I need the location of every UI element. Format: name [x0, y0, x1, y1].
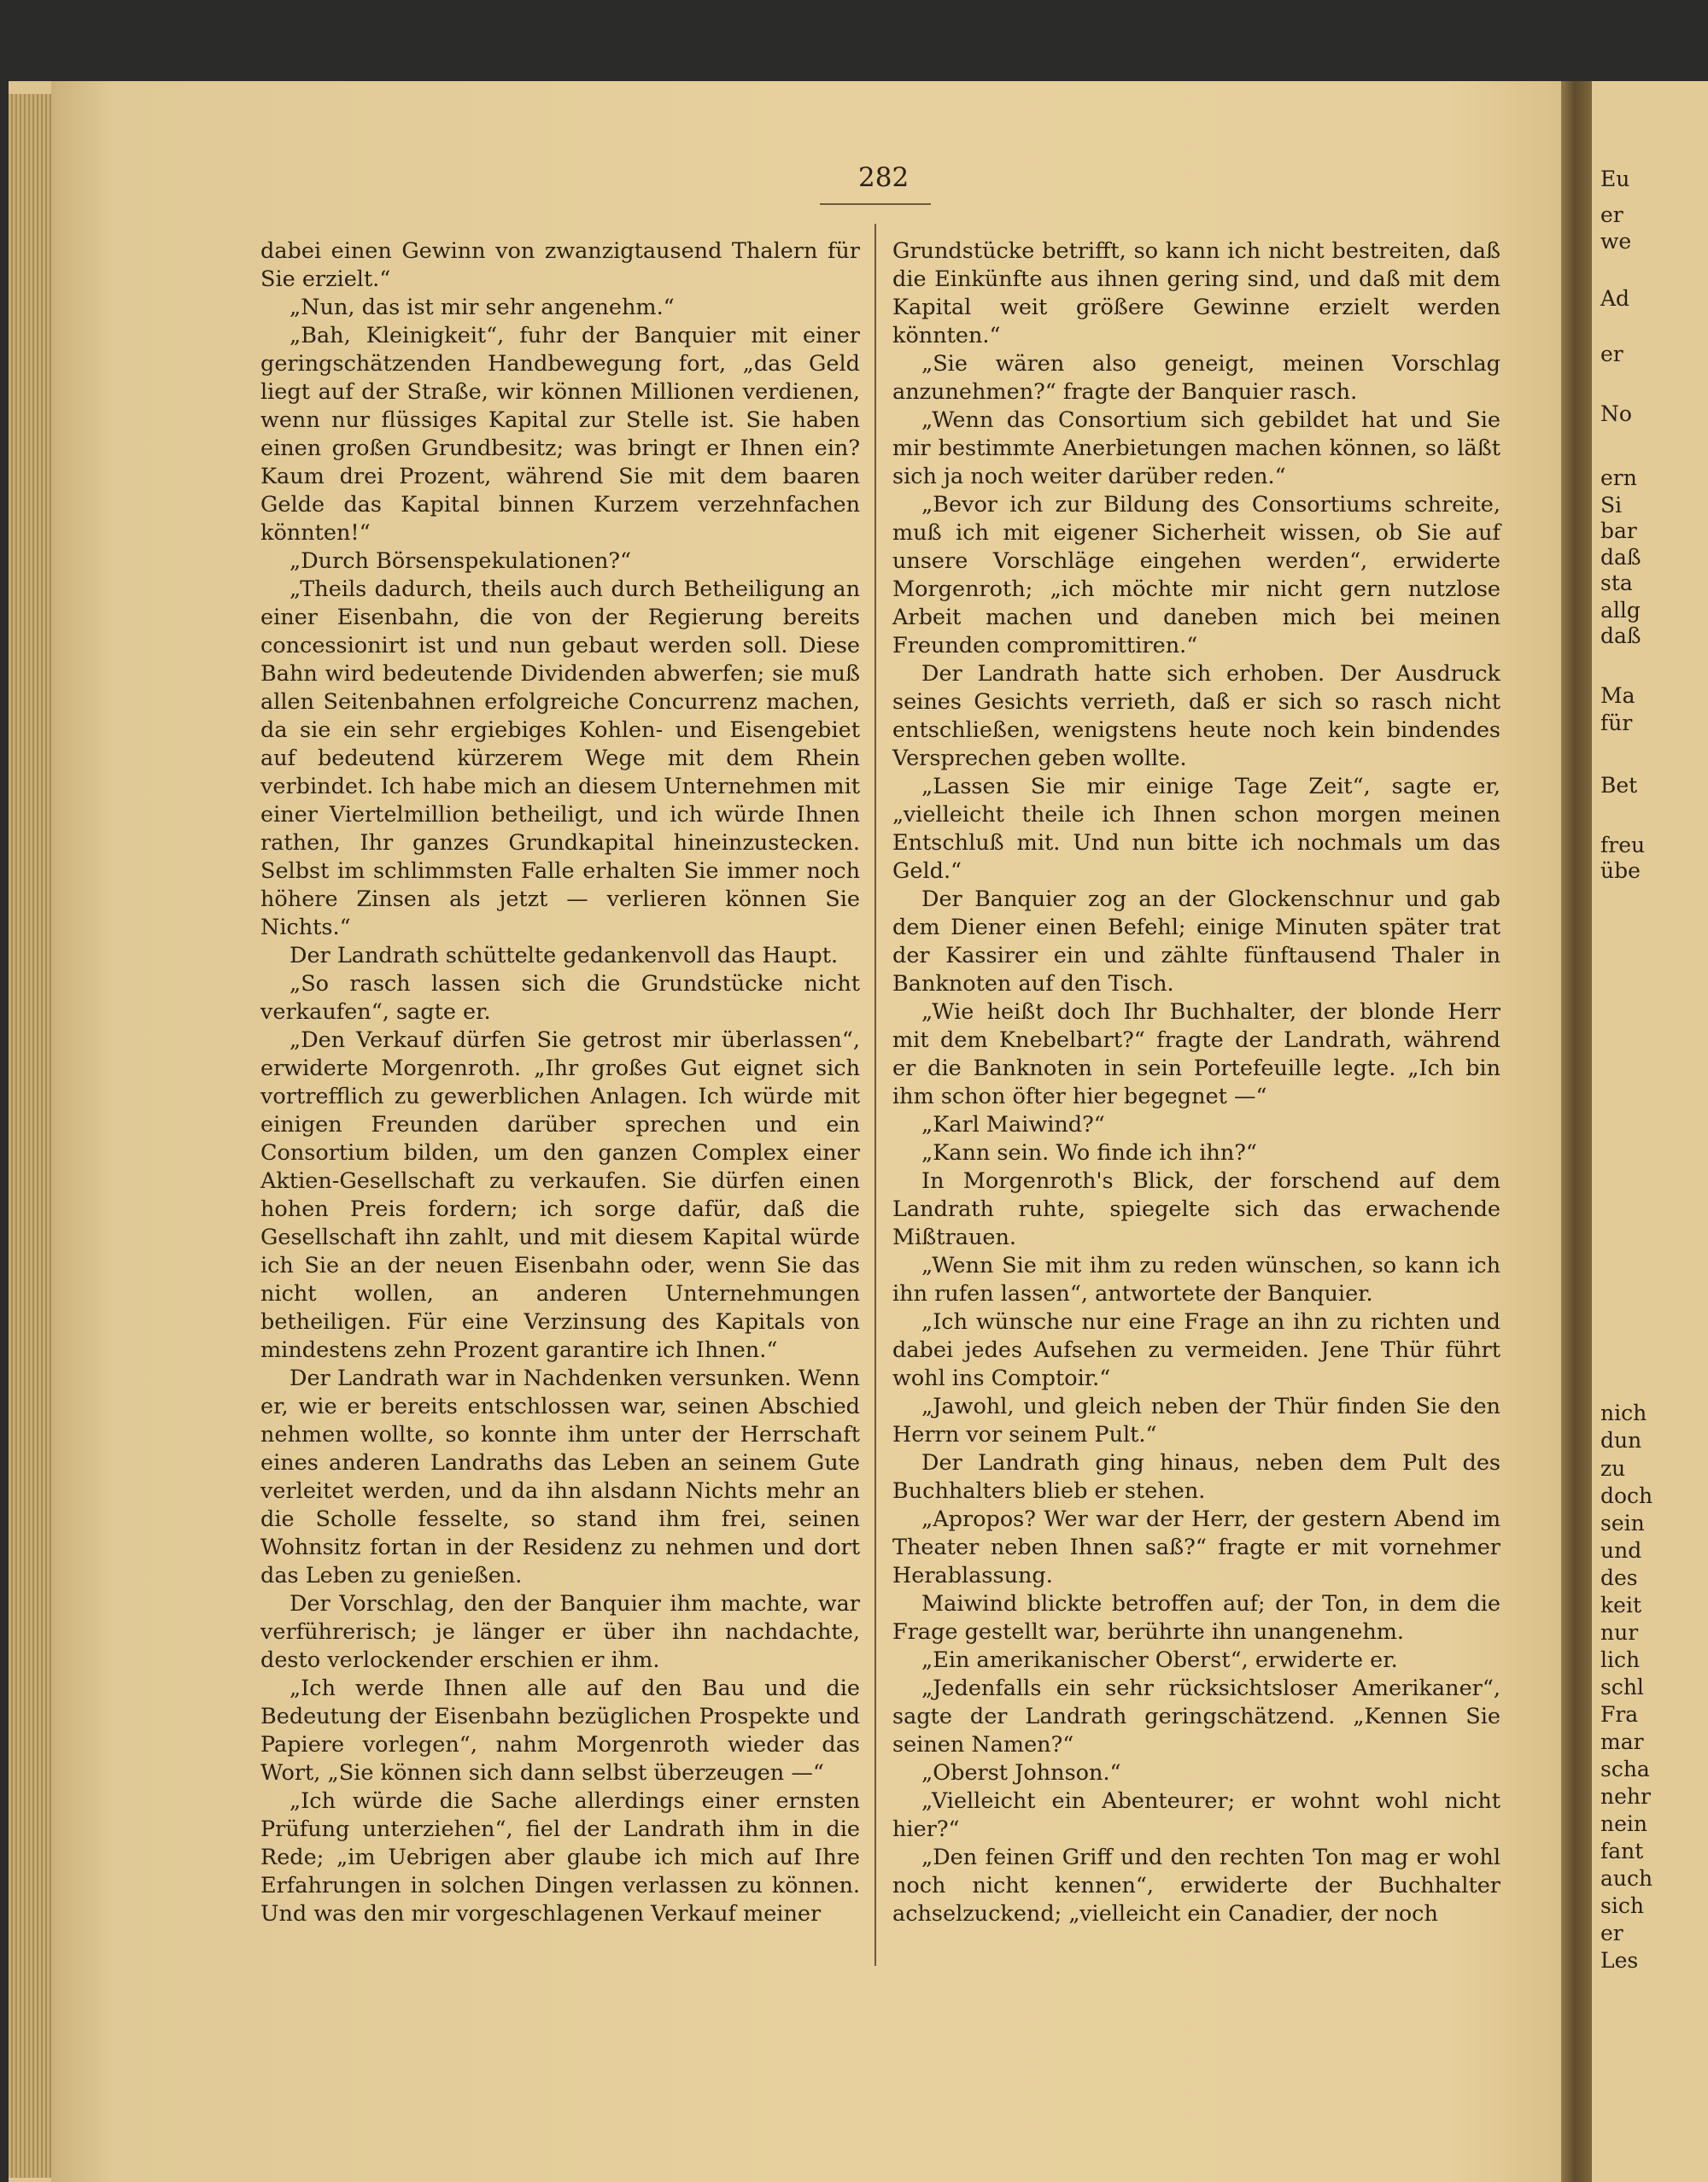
- facing-page-fragment: scha: [1600, 1757, 1650, 1781]
- facing-page-fragment: nur: [1600, 1620, 1639, 1645]
- facing-page-fragment: Fra: [1600, 1702, 1639, 1727]
- paragraph: „Durch Börsenspekulationen?“: [290, 548, 632, 574]
- paragraph: Der Landrath schüttelte gedankenvoll das Haupt.: [290, 943, 839, 968]
- facing-page-fragment: des: [1600, 1565, 1638, 1590]
- facing-page-fragment: Ad: [1600, 286, 1630, 311]
- paragraph: „Jedenfalls ein sehr rücksichtsloser Amerikaner“, sagte der Landrath geringschätzend. „Kennen Sie seinen Namen?“: [892, 1676, 1500, 1758]
- facing-page-fragment: daß: [1600, 545, 1641, 570]
- paragraph: Der Landrath war in Nachdenken versunken. Wenn er, wie er bereits entschlossen war, seinen Abschied nehmen wollte, so konnte ihm unter der Herrschaft eines anderen Landraths das Leben an seinem Gute verleitet werden, und da ihn alsdann Nichts mehr an die Scholle fesselte, so stand ihm frei, seinen Wohnsitz fortan in der Residenz zu nehmen und dort das Leben zu genießen.: [260, 1366, 860, 1588]
- paragraph: „Ich würde die Sache allerdings einer ernsten Prüfung unterziehen“, fiel der Landrath ihm in die Rede; „im Uebrigen aber glaube ich mich auf Ihre Erfahrungen in solchen Dingen verlassen zu können. Und was den mir vorgeschlagenen Verkauf meiner: [260, 1788, 860, 1927]
- paragraph: Der Landrath hatte sich erhoben. Der Ausdruck seines Gesichts verrieth, daß er sich so rasch nicht entschließen, wenigstens heute noch kein bindendes Versprechen geben wollte.: [892, 661, 1500, 771]
- facing-page-fragment: allg: [1600, 598, 1641, 623]
- right-column: [892, 237, 1500, 1928]
- facing-page-fragment: No: [1600, 401, 1632, 426]
- facing-page-fragment: zu: [1600, 1456, 1626, 1481]
- facing-page-fragment: Bet: [1600, 773, 1638, 798]
- paragraph: „Karl Maiwind?“: [921, 1112, 1105, 1138]
- facing-page-fragment: Ma: [1600, 683, 1635, 708]
- facing-page-fragment: sta: [1600, 570, 1633, 595]
- paragraph: „Wenn das Consortium sich gebildet hat und Sie mir bestimmte Anerbietungen machen können, so läßt sich ja noch weiter darüber reden.“: [892, 407, 1500, 489]
- paragraph: „Sie wären also geneigt, meinen Vorschlag anzunehmen?“ fragte der Banquier rasch.: [892, 351, 1500, 405]
- facing-page-edge: [1592, 81, 1708, 2182]
- facing-page-fragment: Les: [1600, 1948, 1639, 1973]
- header-rule: [820, 203, 931, 205]
- paragraph: In Morgenroth's Blick, der forschend auf dem Landrath ruhte, spiegelte sich das erwachende Mißtrauen.: [892, 1168, 1500, 1250]
- facing-page-fragment: nehr: [1600, 1784, 1651, 1809]
- facing-page-fragment: lich: [1600, 1647, 1641, 1672]
- paragraph: „Lassen Sie mir einige Tage Zeit“, sagte er, „vielleicht theile ich Ihnen schon morgen meinen Entschluß mit. Und nun bitte ich nochmals um das Geld.“: [892, 774, 1500, 884]
- facing-page-fragment: sich: [1600, 1893, 1644, 1918]
- paragraph: „Nun, das ist mir sehr angenehm.“: [290, 295, 675, 320]
- paragraph: „Ein amerikanischer Oberst“, erwiderte er.: [921, 1647, 1398, 1673]
- left-column: [260, 237, 860, 1928]
- facing-page-fragment: mar: [1600, 1729, 1644, 1754]
- paragraph: „Wie heißt doch Ihr Buchhalter, der blonde Herr mit dem Knebelbart?“ fragte der Landrath, während er die Banknoten in sein Portefeuille legte. „Ich bin ihm schon öfter hier begegnet —“: [892, 999, 1500, 1109]
- facing-page-fragment: Si: [1600, 493, 1623, 518]
- book-gutter: [1561, 81, 1592, 2182]
- paragraph: „Theils dadurch, theils auch durch Betheiligung an einer Eisenbahn, die von der Regierung bereits concessionirt ist und nun gebaut werden soll. Diese Bahn wird bedeutende Dividenden abwerfen; sie muß allen Seitenbahnen erfolgreiche Concurrenz machen, da sie ein sehr ergiebiges Kohlen- und Eisengebiet auf bedeutend kürzerem Wege mit dem Rhein verbindet. Ich habe mich an diesem Unternehmen mit einer Viertelmillion betheiligt, und ich würde Ihnen rathen, Ihr ganzes Grundkapital hineinzustecken. Selbst im schlimmsten Falle erhalten Sie immer noch höhere Zinsen als jetzt — verlieren können Sie Nichts.“: [260, 576, 860, 940]
- paragraph: „Bevor ich zur Bildung des Consortiums schreite, muß ich mit eigener Sicherheit wissen, ob Sie auf unsere Vorschläge eingehen werden“, erwiderte Morgenroth; „ich möchte mir nicht gern nutzlose Arbeit machen und daneben mich bei meinen Freunden compromittiren.“: [892, 492, 1500, 658]
- paragraph: Maiwind blickte betroffen auf; der Ton, in dem die Frage gestellt war, berührte ihn unangenehm.: [892, 1591, 1500, 1645]
- facing-page-fragment: für: [1600, 711, 1633, 735]
- facing-page-fragment: dun: [1600, 1428, 1642, 1453]
- facing-page-fragment: daß: [1600, 623, 1641, 648]
- paragraph: „Ich wünsche nur eine Frage an ihn zu richten und dabei jedes Aufsehen zu vermeiden. Jene Thür führt wohl ins Comptoir.“: [892, 1309, 1500, 1391]
- facing-page-fragment: und: [1600, 1538, 1642, 1563]
- paragraph: „So rasch lassen sich die Grundstücke nicht verkaufen“, sagte er.: [260, 971, 860, 1025]
- facing-page-fragment: sein: [1600, 1511, 1645, 1536]
- paragraph: dabei einen Gewinn von zwanzigtausend Thalern für Sie erzielt.“: [260, 238, 860, 292]
- paragraph: „Vielleicht ein Abenteurer; er wohnt wohl nicht hier?“: [892, 1788, 1500, 1842]
- facing-page-fragment: nich: [1600, 1401, 1647, 1425]
- facing-page-fragment: auch: [1600, 1866, 1653, 1891]
- paragraph: „Bah, Kleinigkeit“, fuhr der Banquier mit einer geringschätzenden Handbewegung fort, „das Geld liegt auf der Straße, wir können Millionen verdienen, wenn nur flüssiges Kapital zur Stelle ist. Sie haben einen großen Grundbesitz; was bringt er Ihnen ein? Kaum drei Prozent, während Sie mit dem baaren Gelde das Kapital binnen Kurzem verzehnfachen könnten!“: [260, 323, 860, 546]
- facing-page-fragment: bar: [1600, 518, 1637, 543]
- paragraph: „Den Verkauf dürfen Sie getrost mir überlassen“, erwiderte Morgenroth. „Ihr großes Gut eignet sich vortrefflich zu gewerblichen Anlagen. Ich würde mit einigen Freunden darüber sprechen und ein Consortium bilden, um den ganzen Complex einer Aktien-Gesellschaft zu verkaufen. Sie dürfen einen hohen Preis fordern; ich sorge dafür, daß die Gesellschaft ihn zahlt, und mit diesem Kapital würde ich Sie an der neuen Eisenbahn oder, wenn Sie das nicht wollen, an anderen Unternehmungen betheiligen. Für eine Verzinsung des Kapitals von mindestens zehn Prozent garantire ich Ihnen.“: [260, 1027, 860, 1363]
- facing-page-fragment: er: [1600, 1921, 1623, 1945]
- paragraph: „Wenn Sie mit ihm zu reden wünschen, so kann ich ihn rufen lassen“, antwortete der Banquier.: [892, 1253, 1500, 1307]
- page-number: 282: [858, 162, 910, 193]
- paragraph: „Ich werde Ihnen alle auf den Bau und die Bedeutung der Eisenbahn bezüglichen Prospekte und Papiere vorlegen“, nahm Morgenroth wieder das Wort, „Sie können sich dann selbst überzeugen —“: [260, 1676, 860, 1786]
- paragraph: Der Landrath ging hinaus, neben dem Pult des Buchhalters blieb er stehen.: [892, 1450, 1500, 1504]
- paragraph: „Den feinen Griff und den rechten Ton mag er wohl noch nicht kennen“, erwiderte der Buchhalter achselzuckend; „vielleicht ein Canadier, der noch: [892, 1845, 1500, 1927]
- column-divider: [874, 224, 876, 1966]
- facing-page-fragment: ern: [1600, 465, 1637, 490]
- facing-page-fragment: er: [1600, 202, 1623, 227]
- facing-page-fragment: freu: [1600, 833, 1646, 857]
- facing-page-fragment: keit: [1600, 1593, 1641, 1617]
- paragraph: Grundstücke betrifft, so kann ich nicht bestreiten, daß die Einkünfte aus ihnen gering sind, und daß mit dem Kapital weit größere Gewinne erzielt werden könnten.“: [892, 238, 1500, 348]
- facing-page-fragment: fant: [1600, 1839, 1644, 1863]
- paragraph: „Kann sein. Wo finde ich ihn?“: [921, 1140, 1257, 1166]
- facing-page-fragment: übe: [1600, 858, 1641, 883]
- paragraph: „Oberst Johnson.“: [921, 1760, 1121, 1786]
- facing-page-fragment: er: [1600, 342, 1623, 366]
- paragraph: Der Vorschlag, den der Banquier ihm machte, war verführerisch; je länger er über ihn nachdachte, desto verlockender erschien er ihm.: [260, 1591, 860, 1673]
- facing-page-fragment: nein: [1600, 1811, 1647, 1836]
- paragraph: „Apropos? Wer war der Herr, der gestern Abend im Theater neben Ihnen saß?“ fragte er mit vornehmer Herablassung.: [892, 1506, 1500, 1588]
- facing-page-fragment: we: [1600, 229, 1632, 254]
- paragraph: Der Banquier zog an der Glockenschnur und gab dem Diener einen Befehl; einige Minuten später trat der Kassirer ein und zählte fünftausend Thaler in Banknoten auf den Tisch.: [892, 886, 1500, 997]
- paragraph: „Jawohl, und gleich neben der Thür finden Sie den Herrn vor seinem Pult.“: [892, 1394, 1500, 1448]
- facing-page-fragment: doch: [1600, 1483, 1653, 1508]
- facing-page-fragment: schl: [1600, 1675, 1644, 1699]
- facing-page-fragment: Eu: [1600, 167, 1630, 191]
